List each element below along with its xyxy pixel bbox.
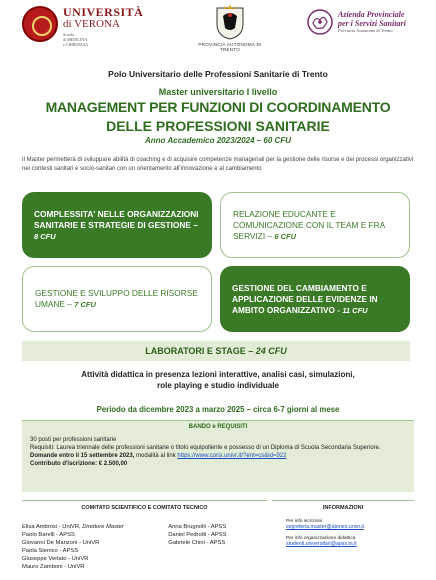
list-item: Giuseppe Verlato - UniVR <box>22 556 89 562</box>
list-item: Paola Stenico - APSS <box>22 548 79 554</box>
trento-logo <box>190 4 270 52</box>
list-item: Elisa Ambrosi - UniVR, Direttore Master <box>22 524 124 530</box>
master-level: Master universitario I livello <box>158 87 278 97</box>
module-box-complessita <box>22 192 212 258</box>
header-logos <box>0 0 436 68</box>
eagle-crest-icon <box>215 4 245 40</box>
info-label-didattica: Per info organizzazione didattica <box>286 536 356 541</box>
list-item: Paolo Barelli - APSS <box>22 532 75 538</box>
bando-domande: Domande entro il 15 settembre 2023, modalità al link https://www.corsi.univr.it/?ent=cs&id=922 <box>30 453 287 459</box>
module-title: RELAZIONE EDUCANTE E COMUNICAZIONE CON IL TEAM E FRA SERVIZI – <box>233 208 385 241</box>
bando-panel <box>22 420 414 492</box>
univr-city: di VERONA <box>63 18 120 30</box>
email-link-didattica[interactable]: studenti.universitari@apss.tn.it <box>286 541 357 547</box>
apss-mark-icon <box>306 8 334 36</box>
page-title-line1: MANAGEMENT PER FUNZIONI DI COORDINAMENTO <box>45 99 391 115</box>
period-text: Periodo da dicembre 2023 a marzo 2025 – circa 6-7 giorni al mese <box>96 405 340 414</box>
application-link[interactable]: https://www.corsi.univr.it/?ent=cs&id=922 <box>177 453 287 459</box>
module-title: GESTIONE DEL CAMBIAMENTO E APPLICAZIONE DELLE EVIDENZE IN AMBITO ORGANIZZATIVO - <box>232 282 378 315</box>
module-cfu: 6 CFU <box>274 231 297 241</box>
polo-heading: Polo Universitario delle Professioni Sanitarie di Trento <box>108 69 328 79</box>
page-title-line2: DELLE PROFESSIONI SANITARIE <box>106 118 330 134</box>
committee-title: COMITATO SCIENTIFICO E COMITATO TECNICO <box>81 505 208 511</box>
intro-paragraph: Il Master permetterà di sviluppare abilità di coaching e di acquisire competenze manageriali per la gestione delle risorse e dei processi organizzativi nei contesti sanitari e socio-sanitari con un orientamento all'innovazione e al cambiamento <box>22 157 414 172</box>
info-label-iscrizioni: Per info iscrizioni <box>286 519 323 524</box>
bando-posti: 30 posti per professioni sanitarie <box>30 437 117 443</box>
univr-name: UNIVERSITÀ <box>63 5 144 19</box>
module-cfu: 8 CFU <box>34 231 56 241</box>
list-item: Mauro Zamboni - UniVR <box>22 564 85 570</box>
module-box-risorse-umane <box>22 266 212 332</box>
info-title: INFORMAZIONI <box>322 505 364 511</box>
list-item: Giovanni De Manzoni - UniVR <box>22 540 100 546</box>
committee-list-left <box>22 523 168 571</box>
lab-stage-bar <box>22 341 410 361</box>
info-section <box>272 500 414 578</box>
list-item: Anna Brugnolli - APSS <box>168 524 227 530</box>
lab-title: LABORATORI E STAGE – <box>145 346 256 356</box>
bando-title: BANDO e REQUISITI <box>188 424 248 430</box>
module-cfu: 7 CFU <box>74 300 96 309</box>
module-title: GESTIONE E SVILUPPO DELLE RISORSE UMANE – <box>35 288 198 309</box>
univr-logo <box>22 6 143 47</box>
module-cfu: 11 CFU <box>342 305 368 315</box>
committee-list-right <box>168 523 267 571</box>
list-item: Daniel Pedrotti - APSS <box>168 532 227 538</box>
trento-caption: PROVINCIA AUTONOMA DI TRENTO <box>198 42 262 52</box>
list-item: Gabriele Chini - APSS <box>168 540 226 546</box>
module-box-relazione <box>220 192 410 258</box>
apss-logo: Azienda Provinciale per i Servizi Sanitari Provincia Autonoma di Trento <box>306 8 406 36</box>
module-box-cambiamento <box>220 266 410 332</box>
module-title: COMPLESSITA' NELLE ORGANIZZAZIONI SANITARIE E STRATEGIE DI GESTIONE – <box>34 208 199 230</box>
activity-description: Attività didattica in presenza lezioni interattive, analisi casi, simulazioni, role playing e studio individuale <box>81 370 355 390</box>
email-link-iscrizioni[interactable]: segreteria.master@ateneo.univr.it <box>286 524 364 530</box>
lab-cfu: 24 CFU <box>255 346 287 356</box>
committee-section <box>22 500 267 578</box>
apss-name: Azienda Provinciale <box>338 10 405 19</box>
univr-sub: Scuola di MEDICINA e CHIRURGIA <box>63 32 88 47</box>
univr-seal-icon <box>22 6 58 42</box>
bando-requisiti: Requisiti: Laurea triennale delle professioni sanitarie o titolo equipollente e possesso di un Diploma di Scuola Secondaria Superiore. <box>30 445 381 451</box>
bando-contributo: Contributo d'iscrizione: € 2.500,00 <box>30 461 128 467</box>
academic-year: Anno Accademico 2023/2024 – 60 CFU <box>145 136 291 145</box>
